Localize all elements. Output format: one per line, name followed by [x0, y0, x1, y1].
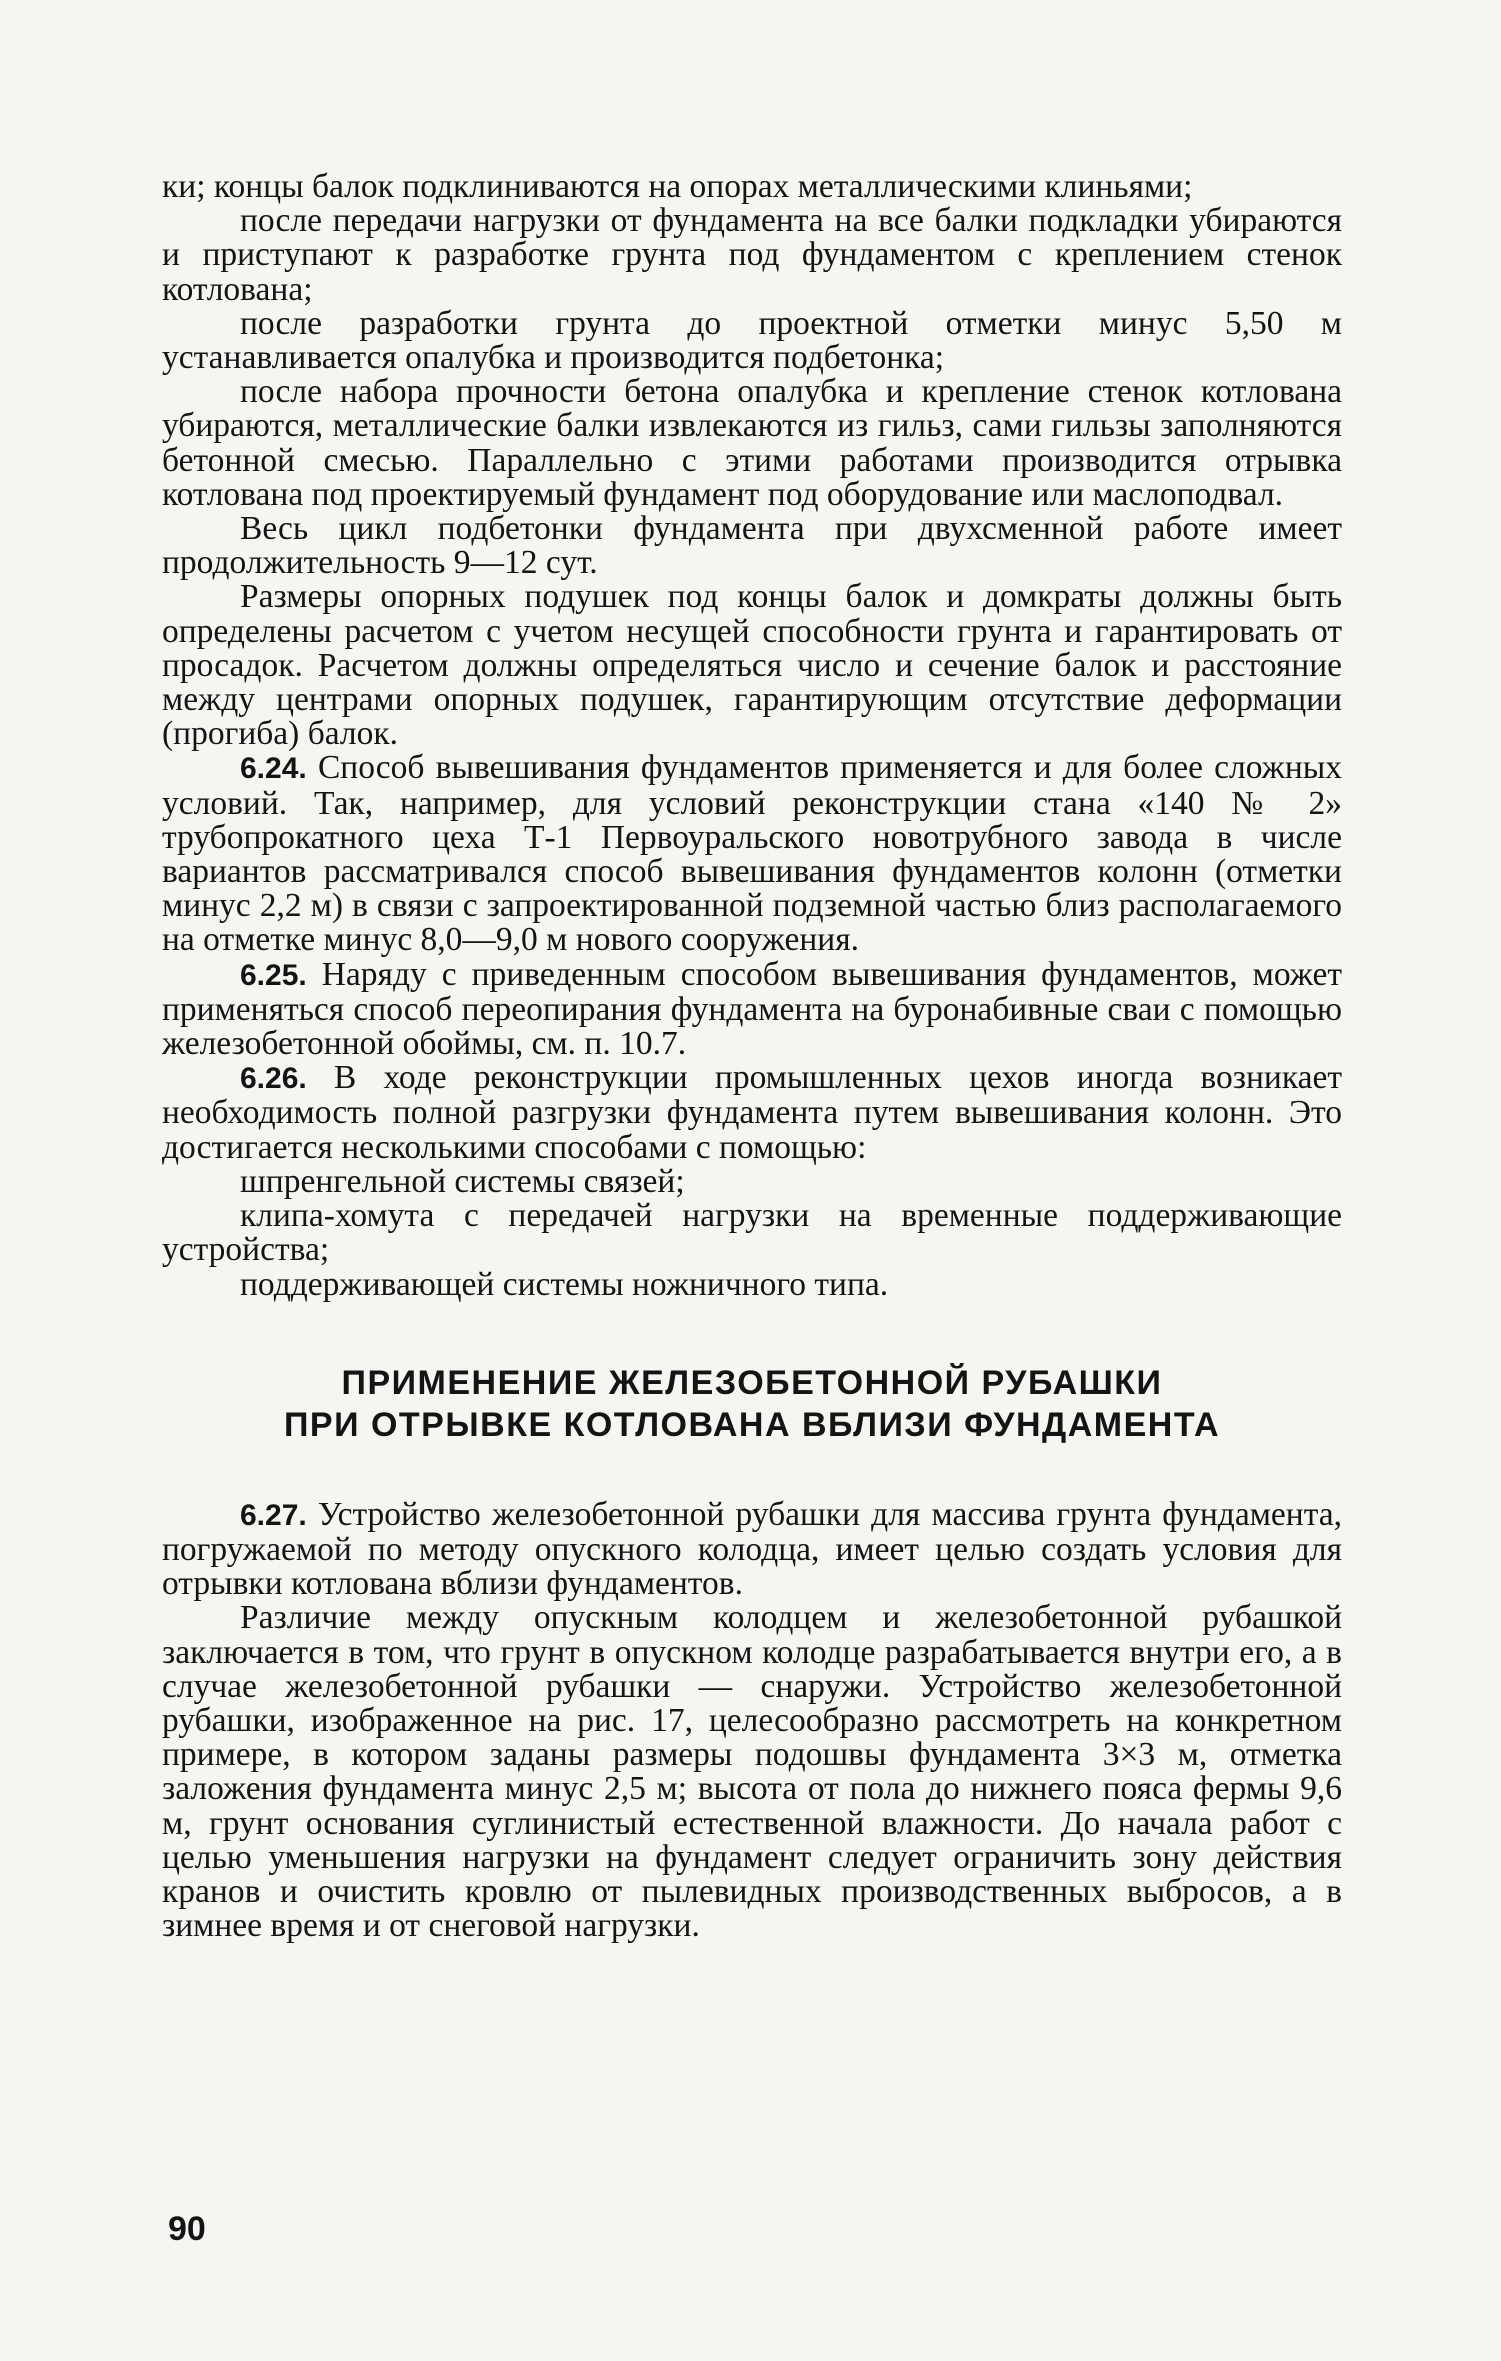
paragraph-text: после разработки грунта до проектной отметки минус 5,50 м устанавливается опалубка и производится подбетонка;	[162, 304, 1342, 377]
paragraph-text: Наряду с приведенным способом вывешивания фундаментов, может применяться способ переопирания фундамента на буронабивные сваи с помощью железобетонной обоймы, см. п. 10.7.	[162, 955, 1342, 1063]
paragraph-text: после передачи нагрузки от фундамента на все балки подкладки убираются и приступают к разработке грунта под фундаментом с креплением стенок котлована;	[162, 202, 1342, 308]
text-block-top	[162, 170, 1342, 1302]
clause-number: 6.26.	[240, 1062, 307, 1096]
paragraph-text: поддерживающей системы ножничного типа.	[240, 1265, 889, 1303]
paragraph-text: клипа-хомута с передачей нагрузки на временные поддерживающие устройства;	[162, 1197, 1342, 1269]
page-body	[162, 170, 1342, 1943]
text-block-bottom	[162, 1495, 1343, 1945]
paragraph	[162, 1061, 1342, 1165]
paragraph-text: Способ вывешивания фундаментов применяется и для более сложных условий. Так, например, для условий реконструкции стана «140 № 2» трубопрокатного цеха Т-1 Первоуральского новотрубного завода в числе вариантов рассматривался способ вывешивания фундаментов колонн (отметки минус 2,2 м) в связи с запроектированной подземной частью близ располагаемого на отметке минус 8,0—9,0 м нового сооружения.	[162, 749, 1343, 959]
clause-number: 6.24.	[240, 752, 307, 786]
paragraph-text: В ходе реконструкции промышленных цехов иногда возникает необходимость полной разгрузки фундамента путем вывешивания колонн. Это достигается несколькими способами с помощью:	[162, 1059, 1342, 1166]
paragraph-text: Различие между опускным колодцем и железобетонной рубашкой заключается в том, что грунт в опускном колодце разрабатывается внутри его, а в случае железобетонной рубашки — снаружи. Устройство железобетонной рубашки, изображенное на рис. 17, целесообразно рассмотреть на конкретном примере, в котором заданы размеры подошвы фундамента 3×3 м, отметка заложения фундамента минус 2,5 м; высота от пола до нижнего пояса фермы 9,6 м, грунт основания суглинистый естественной влажности. До начала работ с целью уменьшения нагрузки на фундамент следует ограничить зону действия кранов и очистить кровлю от пылевидных производственных выбросов, а в зимнее время и от снеговой нагрузки.	[162, 1599, 1342, 1945]
paragraph-text: Размеры опорных подушек под концы балок и домкраты должны быть определены расчетом с учетом несущей способности грунта и гарантировать от просадок. Расчетом должны определяться число и сечение балок и расстояние между центрами опорных подушек, гарантирующим отсутствие деформации (прогиба) балок.	[162, 578, 1342, 753]
paragraph-text: Весь цикл подбетонки фундамента при двухсменной работе имеет продолжительность 9—12 сут.	[162, 510, 1342, 582]
paragraph	[162, 955, 1342, 1063]
paragraph	[162, 204, 1342, 307]
paragraph	[162, 304, 1342, 377]
paragraph-text: ки; концы балок подклиниваются на опорах металлическими клиньями;	[162, 168, 1193, 205]
clause-number: 6.25.	[240, 958, 307, 992]
paragraph-text: Устройство железобетонной рубашки для массива грунта фундамента, погружаемой по методу опускного колодца, имеет целью создать условия для отрывки котлована вблизи фундаментов.	[162, 1495, 1343, 1603]
section-heading-line-1: ПРИМЕНЕНИЕ ЖЕЛЕЗОБЕТОННОЙ РУБАШКИ	[341, 1363, 1163, 1402]
paragraph-text: после набора прочности бетона опалубка и крепление стенок котлована убираются, металлические балки извлекаются из гильз, сами гильзы заполняются бетонной смесью. Параллельно с этими работами производится отрывка котлована под проектируемый фундамент под оборудование или маслоподвал.	[162, 373, 1342, 513]
paragraph	[162, 170, 1342, 204]
paragraph	[162, 1495, 1343, 1603]
paragraph	[162, 580, 1342, 751]
paragraph	[162, 375, 1342, 512]
paragraph	[162, 1199, 1342, 1267]
section-heading-line-2: ПРИ ОТРЫВКЕ КОТЛОВАНА ВБЛИЗИ ФУНДАМЕНТА	[283, 1405, 1221, 1444]
clause-number: 6.27.	[240, 1498, 307, 1532]
paragraph	[162, 751, 1342, 957]
paragraph	[162, 512, 1342, 580]
paragraph-text: шпренгельной системы связей;	[240, 1162, 685, 1200]
paragraph	[162, 1601, 1342, 1943]
paragraph	[162, 1265, 1342, 1303]
page-number: 90	[168, 2210, 206, 2248]
paragraph	[162, 1162, 1342, 1200]
section-heading	[162, 1362, 1342, 1446]
